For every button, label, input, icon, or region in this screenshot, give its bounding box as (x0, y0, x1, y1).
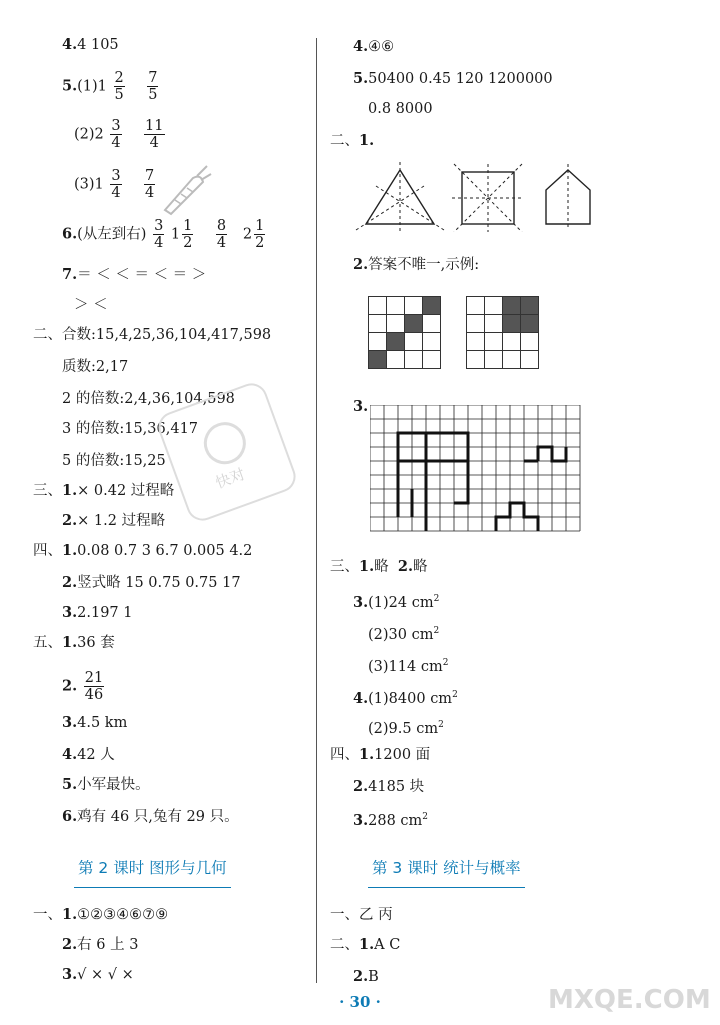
answer-5-2: (2)2 $\frac{3}{4}$ $\frac{11}{4}$ (74, 118, 164, 151)
section-3-q1: 三、1.× 0.42 过程略 (33, 482, 175, 499)
fraction: $\frac{7}{5}$ (148, 70, 158, 103)
corner-watermark: MXQE.COM (548, 985, 711, 1015)
column-divider (316, 38, 317, 983)
primes: 质数:2,17 (62, 359, 129, 375)
grid-example-1 (368, 296, 441, 369)
fraction: $\frac{8}{4}$ (216, 218, 227, 251)
section-5-q5: 5.小军最快。 (62, 776, 150, 793)
r-section-2-q3: 3. (353, 398, 369, 415)
lesson-3-q2-1: 二、1.A C (330, 936, 401, 953)
r-section-3-q4-1: 4.(1)8400 $cm^2$ (353, 689, 458, 707)
lesson-3-heading: 第 3 课时 统计与概率 (372, 856, 521, 878)
r-section-4-q2: 2.4185 块 (353, 778, 425, 795)
multiples-5: 5 的倍数:15,25 (62, 453, 166, 469)
answer-7-cont: ＞ ＜ (74, 297, 108, 313)
answer-4: 4.4 105 (62, 36, 119, 53)
section-3-q2: 2.× 1.2 过程略 (62, 512, 166, 529)
answer-6: 6.(从左到右) $\frac{3}{4}$ 1 $\frac{1}{2}$ $\frac{8}{4}$ 2 $\frac{1}{2}$ (62, 218, 265, 251)
lesson-2-q3: 3.√ × √ × (62, 966, 134, 983)
section-5-q3: 3.4.5 km (62, 714, 128, 731)
section-2-composite: 二、合数:15,4,25,36,104,417,598 (33, 327, 272, 343)
square-symmetry-figure (448, 162, 528, 232)
multiples-2: 2 的倍数:2,4,36,104,598 (62, 391, 235, 407)
r-answer-5: 5.50400 0.45 120 1200000 (353, 70, 553, 87)
r-section-3-q3-2: (2)30 $cm^2$ (368, 626, 440, 643)
section-5-q4: 4.42 人 (62, 746, 115, 763)
fraction: $\frac{7}{4}$ (145, 168, 155, 201)
fraction: $\frac{1}{2}$ (183, 218, 193, 251)
lesson-2-q1: 一、1.①②③④⑥⑦⑨ (33, 906, 169, 923)
r-section-4-q3: 3.288 $cm^2$ (353, 811, 429, 829)
section-5-q2: 2. $\frac{21}{46}$ (62, 670, 104, 703)
r-section-3-q3-3: (3)114 $cm^2$ (368, 658, 449, 675)
r-answer-4: 4.④⑥ (353, 38, 395, 55)
fraction: $\frac{11}{4}$ (145, 118, 164, 151)
grid-drawing-figure (370, 405, 590, 535)
fraction: $\frac{2}{5}$ (114, 70, 124, 103)
r-section-3-q3-1: 3.(1)24 $cm^2$ (353, 593, 440, 611)
fraction: $\frac{3}{4}$ (111, 118, 121, 151)
multiples-3: 3 的倍数:15,36,417 (62, 421, 199, 437)
r-section-4-q1: 四、1.1200 面 (330, 746, 431, 763)
r-answer-5-cont: 0.8 8000 (368, 101, 433, 117)
carrot-watermark-icon (155, 160, 215, 220)
lesson-2-q2: 2.右 6 上 3 (62, 936, 139, 953)
lesson-3-q1: 一、乙 丙 (330, 907, 393, 923)
stamp-watermark: 快对 (154, 379, 300, 525)
r-section-3-q1: 三、1.略 2.略 (330, 558, 428, 575)
section-4-q3: 3.2.197 1 (62, 604, 133, 621)
lesson-3-q2-2: 2.B (353, 968, 379, 985)
section-4-q2: 2.竖式略 15 0.75 0.75 17 (62, 574, 241, 591)
check-circle-icon (198, 416, 252, 470)
fraction: $\frac{3}{4}$ (154, 218, 164, 251)
answer-5-1: 5.(1)1 $\frac{2}{5}$ $\frac{7}{5}$ (62, 70, 158, 103)
r-section-2-q2: 2.答案不唯一,示例: (353, 256, 480, 273)
lesson-2-heading: 第 2 课时 图形与几何 (78, 856, 227, 878)
grid-example-2 (466, 296, 539, 369)
fraction: $\frac{3}{4}$ (111, 168, 121, 201)
section-5-q1: 五、1.36 套 (33, 634, 115, 651)
answer-7: 7.＝ ＜ ＜ ＝ ＜ ＝ ＞ (62, 266, 207, 283)
answer-5-3: (3)1 $\frac{3}{4}$ $\frac{7}{4}$ (74, 168, 155, 201)
pentagon-symmetry-figure (538, 162, 598, 232)
triangle-symmetry-figure (350, 162, 450, 232)
section-4-q1: 四、1.0.08 0.7 3 6.7 0.005 4.2 (33, 542, 253, 559)
r-section-2-q1: 二、1. (330, 132, 375, 149)
page-number: · 30 · (339, 993, 381, 1011)
section-5-q6: 6.鸡有 46 只,兔有 29 只。 (62, 808, 239, 825)
fraction: $\frac{1}{2}$ (255, 218, 265, 251)
r-section-3-q4-2: (2)9.5 $cm^2$ (368, 720, 444, 737)
fraction: $\frac{21}{46}$ (84, 670, 104, 703)
